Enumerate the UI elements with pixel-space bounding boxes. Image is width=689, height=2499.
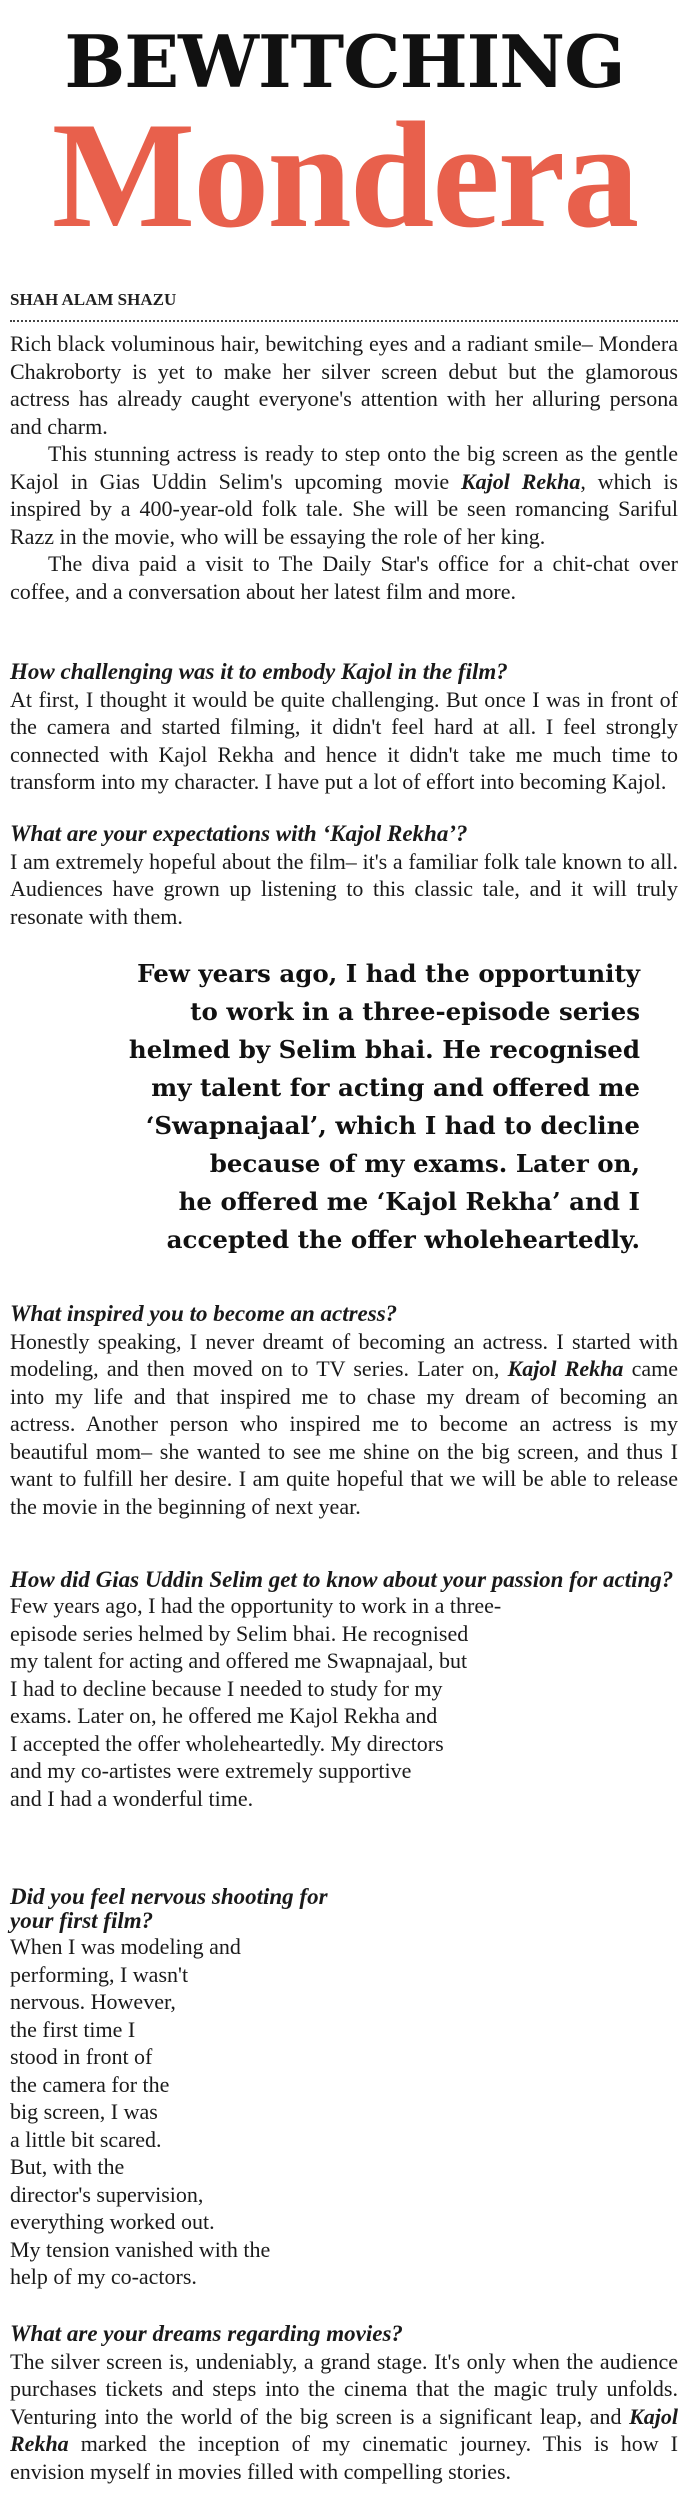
answer-4-line: Few years ago, I had the opportunity to work in a three-: [10, 1593, 502, 1618]
dotted-divider: [10, 320, 678, 322]
pull-quote-line: he offered me ‘Kajol Rekha’ and I: [178, 1187, 640, 1216]
intro-section: [10, 330, 678, 605]
question-5: Did you feel nervous shooting for your first film?: [10, 1884, 328, 1933]
answer-5-line: My tension vanished with the: [10, 2236, 271, 2262]
intro-paragraph-1: Rich black voluminous hair, bewitching eyes and a radiant smile– Mondera Chakroborty is yet to make her silver screen debut but the glamorous actress has already caught everyone's attention with her alluring persona and charm.: [10, 331, 678, 439]
pull-quote: [70, 955, 640, 1259]
answer-4-line: and I had a wonderful time.: [10, 1785, 254, 1811]
answer-5-line: nervous. However,: [10, 1989, 176, 2014]
intro-paragraph-2: This stunning actress is ready to step onto the big screen as the gentle Kajol in Gias Uddin Selim's upcoming movie Kajol Rekha, which is inspired by a 400-year-old folk tale. She will be seen romancing Sariful Razz in the movie, who will be essaying the role of her king.: [10, 441, 678, 549]
question-2: What are your expectations with ‘Kajol Rekha’?: [10, 821, 468, 846]
answer-4-line: and my co-artistes were extremely supportive: [10, 1758, 412, 1783]
question-4: How did Gias Uddin Selim get to know about your passion for acting?: [10, 1567, 674, 1592]
answer-3: Honestly speaking, I never dreamt of becoming an actress. I started with modeling, and then moved on to TV series. Later on, Kajol Rekha came into my life and that inspired me to chase my dream of becoming an actress. Another person who inspired me to become an actress is my beautiful mom– she wanted to see me shine on the big screen, and thus I want to fulfill her desire. I am quite hopeful that we will be able to release the movie in the beginning of next year.: [10, 1328, 679, 1519]
pull-quote-line: ‘Swapnajaal’, which I had to decline: [145, 1111, 640, 1140]
headline-main: Mondera: [51, 91, 638, 259]
answer-1: At first, I thought it would be quite challenging. But once I was in front of the camera and started filming, it didn't feel hard at all. I feel strongly connected with Kajol Rekha and hence it didn't take me much time to transform into my character. I have put a lot of effort into becoming Kajol.: [10, 686, 678, 794]
pull-quote-line: helmed by Selim bhai. He recognised: [128, 1035, 640, 1064]
pull-quote-line: to work in a three-episode series: [190, 997, 640, 1026]
pull-quote-line: accepted the offer wholeheartedly.: [166, 1225, 640, 1254]
question-6: What are your dreams regarding movies?: [10, 2321, 403, 2346]
question-3: What inspired you to become an actress?: [10, 1301, 398, 1326]
movie-title-emphasis: Kajol Rekha: [10, 2403, 678, 2456]
qa-section-1: [10, 658, 678, 796]
pull-quote-line: Few years ago, I had the opportunity: [137, 959, 640, 988]
qa-section-5: [10, 1885, 380, 2291]
qa-section-2: [10, 820, 678, 930]
answer-4-line: episode series helmed by Selim bhai. He recognised: [10, 1620, 469, 1646]
answer-4-line: I accepted the offer wholeheartedly. My directors: [10, 1730, 444, 1756]
answer-5-line: stood in front of: [10, 2044, 153, 2069]
answer-4-line: my talent for acting and offered me Swapnajaal, but: [10, 1648, 468, 1673]
answer-5-line: When I was modeling and: [10, 1934, 241, 1959]
answer-5: [10, 1933, 380, 2291]
answer-6: The silver screen is, undeniably, a grand stage. It's only when the audience purchases tickets and steps into the cinema that the magic truly unfolds. Venturing into the world of the big screen is a significant leap, and Kajol Rekha marked the inception of my cinematic journey. This is how I envision myself in movies filled with compelling stories.: [10, 2348, 678, 2484]
qa-section-3: [10, 1300, 678, 1520]
answer-5-line: big screen, I was: [10, 2099, 158, 2124]
answer-5-line: But, with the: [10, 2154, 125, 2179]
movie-title-emphasis: Kajol Rekha: [507, 1356, 624, 1381]
pull-quote-line: my talent for acting and offered me: [151, 1073, 640, 1102]
answer-5-line: everything worked out.: [10, 2209, 215, 2234]
answer-5-line: director's supervision,: [10, 2181, 204, 2207]
answer-5-line: performing, I wasn't: [10, 1961, 189, 1987]
answer-2: I am extremely hopeful about the film– it's a familiar folk tale known to all. Audiences have grown up listening to this classic tale, and it will truly resonate with them.: [10, 848, 678, 929]
answer-5-line: a little bit scared.: [10, 2126, 162, 2152]
movie-title-emphasis: Kajol Rekha: [460, 468, 581, 494]
answer-4-line: I had to decline because I needed to study for my: [10, 1675, 443, 1701]
answer-5-line: help of my co-actors.: [10, 2264, 197, 2289]
intro-paragraph-3: The diva paid a visit to The Daily Star's office for a chit-chat over coffee, and a conversation about her latest film and more.: [10, 551, 678, 604]
question-1: How challenging was it to embody Kajol in the film?: [10, 659, 508, 684]
qa-section-4: [10, 1568, 678, 1812]
qa-section-6: [10, 2320, 678, 2485]
pull-quote-line: because of my exams. Later on,: [209, 1149, 640, 1178]
byline: SHAH ALAM SHAZU: [10, 290, 177, 309]
answer-4-line: exams. Later on, he offered me Kajol Rekha and: [10, 1703, 438, 1728]
answer-4: [10, 1592, 650, 1812]
headline-top: BEWITCHING: [64, 19, 625, 104]
answer-5-line: the first time I: [10, 2016, 136, 2042]
answer-5-line: the camera for the: [10, 2071, 170, 2097]
